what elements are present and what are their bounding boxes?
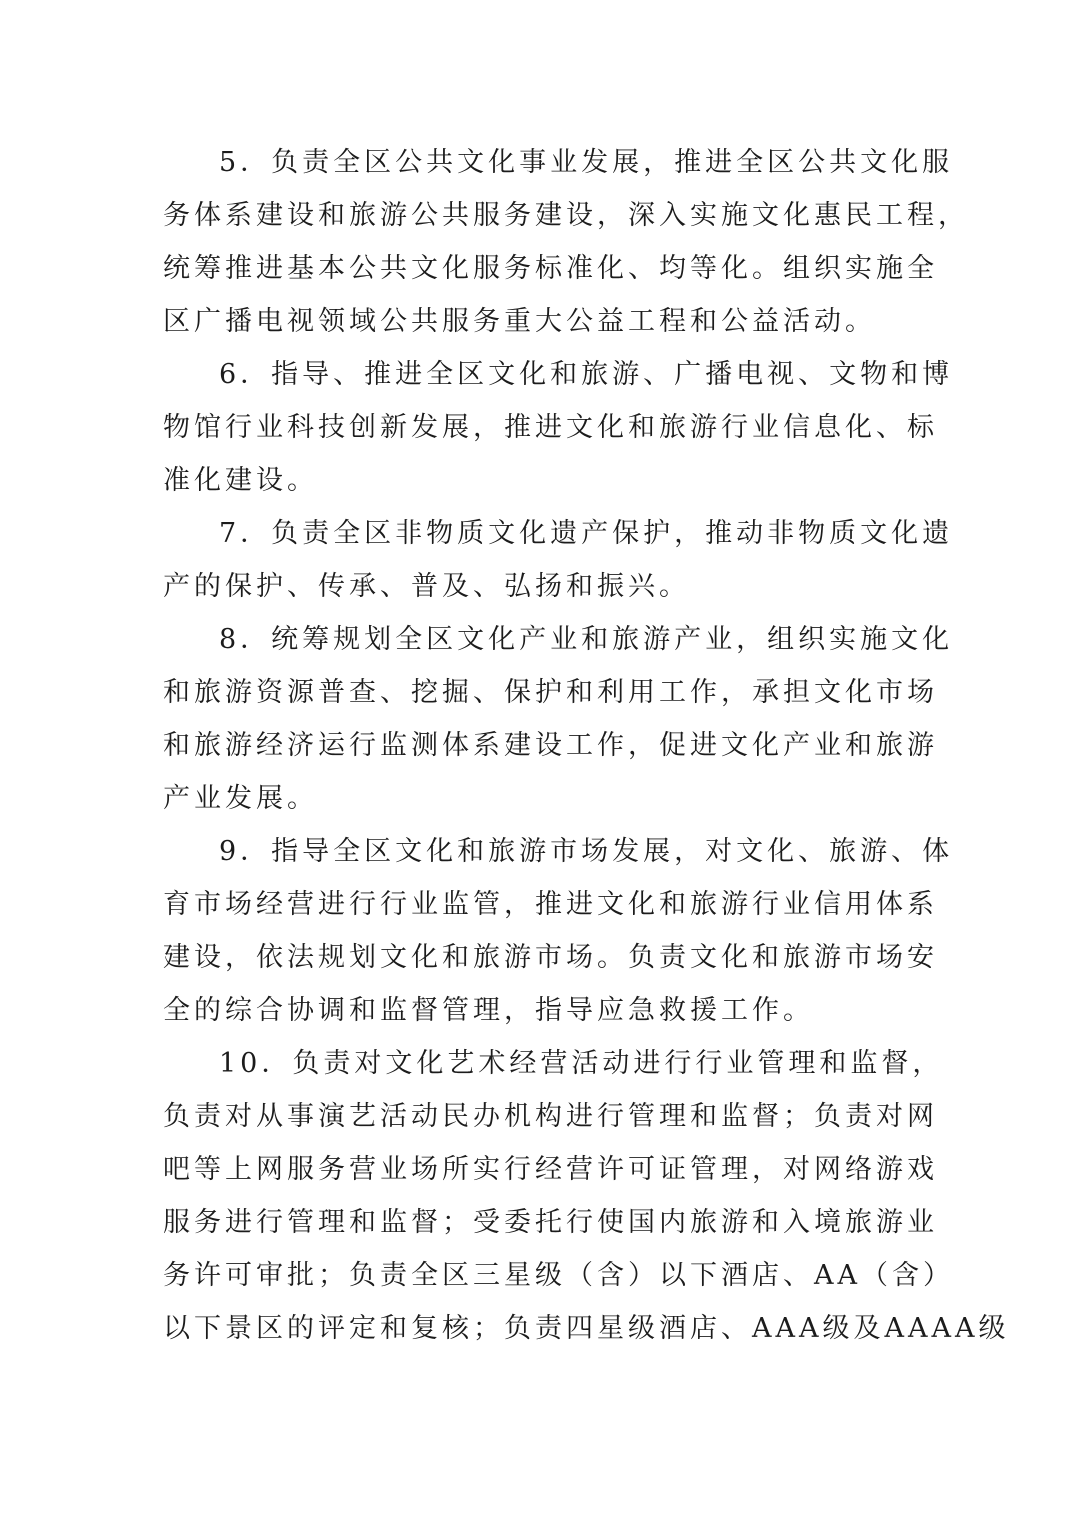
paragraph-line: 务体系建设和旅游公共服务建设，深入实施文化惠民工程， [163, 200, 969, 231]
paragraph-line: 吧等上网服务营业场所实行经营许可证管理，对网络游戏 [163, 1154, 938, 1185]
paragraph-line: 和旅游经济运行监测体系建设工作，促进文化产业和旅游 [163, 730, 938, 761]
paragraph-line: 产的保护、传承、普及、弘扬和振兴。 [163, 571, 690, 602]
paragraph-line: 9．指导全区文化和旅游市场发展，对文化、旅游、体 [219, 836, 954, 867]
paragraph-line: 8．统筹规划全区文化产业和旅游产业，组织实施文化 [219, 624, 954, 655]
paragraph-line: 准化建设。 [163, 465, 318, 496]
paragraph-line: 建设，依法规划文化和旅游市场。负责文化和旅游市场安 [163, 942, 938, 973]
paragraph-line: 统筹推进基本公共文化服务标准化、均等化。组织实施全 [163, 253, 938, 284]
paragraph-line: 育市场经营进行行业监管，推进文化和旅游行业信用体系 [163, 889, 938, 920]
paragraph-line: 负责对从事演艺活动民办机构进行管理和监督；负责对网 [163, 1101, 938, 1132]
paragraph-line: 以下景区的评定和复核；负责四星级酒店、AAA级及AAAA级 [163, 1313, 1010, 1344]
paragraph-line: 5．负责全区公共文化事业发展，推进全区公共文化服 [219, 147, 954, 178]
paragraph-line: 6．指导、推进全区文化和旅游、广播电视、文物和博 [219, 359, 954, 390]
paragraph-line: 全的综合协调和监督管理，指导应急救援工作。 [163, 995, 814, 1026]
paragraph-line: 和旅游资源普查、挖掘、保护和利用工作，承担文化市场 [163, 677, 938, 708]
paragraph-line: 10．负责对文化艺术经营活动进行行业管理和监督， [219, 1048, 944, 1079]
paragraph-line: 物馆行业科技创新发展，推进文化和旅游行业信息化、标 [163, 412, 938, 443]
paragraph-line: 产业发展。 [163, 783, 318, 814]
paragraph-line: 务许可审批；负责全区三星级（含）以下酒店、AA（含） [163, 1260, 954, 1291]
paragraph-line: 服务进行管理和监督；受委托行使国内旅游和入境旅游业 [163, 1207, 938, 1238]
paragraph-line: 7．负责全区非物质文化遗产保护，推动非物质文化遗 [219, 518, 954, 549]
paragraph-line: 区广播电视领域公共服务重大公益工程和公益活动。 [163, 306, 876, 337]
